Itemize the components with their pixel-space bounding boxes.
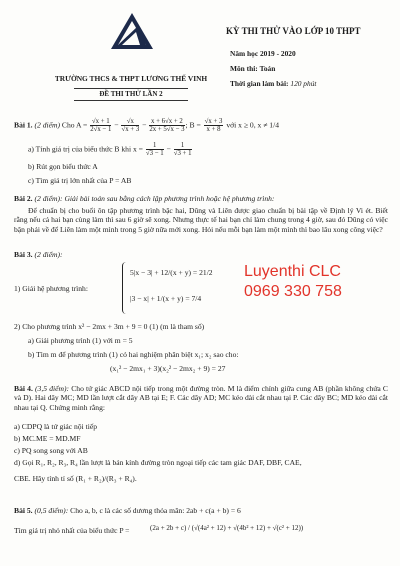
q1-condition: với x ≥ 0, x ≠ 1/4: [226, 120, 279, 130]
question-5: [14, 506, 386, 515]
q1-frac-b: $\frac{√x + 3}{x + 8}$: [204, 118, 223, 134]
q5-expression: (2a + 2b + c) / (√(4a² + 12) + √(4b² + 12) + √(c² + 12)): [150, 524, 304, 532]
watermark-line-2: 0969 330 758: [244, 283, 342, 300]
system-eq-2: |3 − x| + 1/(x + y) = 7/4: [130, 294, 202, 303]
time-value: 120 phút: [290, 79, 317, 88]
q4-text: Cho tứ giác ABCD nội tiếp trong một đường tròn. M là điểm chính giữa cung AB (phần không chứa C và D). Hai dây MC; MD lần lượt cắt dây AB tại E; F. Các dây AD; MC kéo dài cắt nhau tại P. Các dây BC; MD kéo dài cắt nhau tại Q. Chứng minh rằng:: [14, 384, 388, 412]
q1-lead: Cho A =: [61, 120, 88, 130]
question-1: Bài 1. (2 điểm) Cho A = $\frac{√x + 1}{2√x - 1}$ − $\frac{√x}{√x + 3}$ − $\frac{x + 6√x + 2}{2x + 5√x - 3}$ ; B = $\frac{√x + 3}{x + 8}$ với x ≥ 0, x ≠ 1/4: [14, 118, 279, 134]
time-line: [230, 79, 316, 88]
subject-label: Môn thi:: [230, 64, 258, 73]
q4-points: (3,5 điểm):: [35, 384, 70, 393]
q4-part-d-cont: CBE. Hãy tính tỉ số (R₁ + R₂)/(R₃ + R₄).: [14, 474, 137, 483]
exam-header: [14, 8, 386, 104]
subject-line: [230, 64, 275, 73]
system-eq-1: 5|x − 3| + 12/(x + y) = 21/2: [130, 268, 213, 277]
q3-part-2b-equation: (x₁² − 2mx₁ + 3)(x₂² − 2mx₂ + 9) = 27: [110, 364, 226, 373]
q3-part-2a: a) Giải phương trình (1) với m = 5: [28, 336, 133, 345]
q4-part-d: d) Gọi R₁, R₂, R₃, R₄ lần lượt là bán kính đường tròn ngoại tiếp các tam giác DAF, DBF, CAE,: [14, 458, 302, 467]
q1-points: (2 điểm): [34, 120, 60, 130]
trial-label: ĐỀ THI THỬ LẦN 2: [74, 88, 188, 101]
q1-label: Bài 1.: [14, 120, 33, 130]
time-label: Thời gian làm bài:: [230, 79, 289, 88]
q3-part-2: 2) Cho phương trình x² − 2mx + 3m + 9 = 0 (1) (m là tham số): [14, 322, 205, 331]
q2-points: (2 điểm):: [34, 194, 63, 203]
school-name: TRƯỜNG THCS & THPT LƯƠNG THẾ VINH: [54, 74, 208, 83]
q3-points: (2 điểm):: [34, 250, 63, 259]
question-2: [14, 194, 386, 203]
q5-points: (0,5 điểm):: [34, 506, 69, 515]
q5-text: Cho a, b, c là các số dương thỏa mãn: 2ab + c(a + b) = 6: [70, 506, 241, 515]
question-4: [14, 384, 388, 412]
q2-text: Để chuẩn bị cho buổi ôn tập phương trình bậc hai, Dũng và Liên được giao chuẩn bị bài tập về Định lý Vi ét. Biết rằng nếu cả hai bạn cùng làm thì sau 6 giờ sẽ xong. Nhưng thực tế hai bạn chỉ làm chung trong 4 giờ, sau đó Dũng có việc bận phải về để Liên làm một mình trong 5 giờ nữa mới xong. Hỏi nếu mỗi bạn làm một mình thì bao lâu xong công việc?: [14, 206, 388, 234]
question-3: [14, 250, 386, 259]
q3-part-1: 1) Giải hệ phương trình:: [14, 284, 88, 293]
q4-part-a: a) CDPQ là tứ giác nội tiếp: [14, 422, 97, 431]
q4-label: Bài 4.: [14, 384, 33, 393]
school-logo-icon: [110, 12, 154, 50]
subject-value: Toán: [259, 64, 276, 73]
q4-part-c: c) PQ song song với AB: [14, 446, 88, 455]
exam-title: KỲ THI THỬ VÀO LỚP 10 THPT: [226, 26, 361, 36]
q1-frac-1: $\frac{√x + 1}{2√x - 1}$: [90, 118, 112, 134]
q1-frac-2: $\frac{√x}{√x + 3}$: [121, 118, 140, 134]
school-year: Năm học 2019 - 2020: [230, 49, 296, 58]
q2-label: Bài 2.: [14, 194, 33, 203]
q5-label: Bài 5.: [14, 506, 33, 515]
q1-frac-3: $\frac{x + 6√x + 2}{2x + 5√x - 3}$: [149, 118, 185, 134]
q5-ask: Tìm giá trị nhỏ nhất của biểu thức P =: [14, 526, 130, 535]
system-brace: [122, 262, 129, 314]
q4-part-b: b) MC.ME = MD.MF: [14, 434, 81, 443]
q3-label: Bài 3.: [14, 250, 33, 259]
q1-part-c: c) Tìm giá trị lớn nhất của P = AB: [28, 176, 132, 185]
q1-part-b: b) Rút gọn biểu thức A: [28, 162, 98, 171]
q2-title: Giải bài toán sau bằng cách lập phương trình hoặc hệ phương trình:: [64, 194, 275, 203]
q1-part-a: a) Tính giá trị của biểu thức B khi x = $\frac{1}{√3 - 1}$ − $\frac{1}{√3 + 1}$: [28, 142, 192, 158]
watermark-line-1: Luyenthi CLC: [244, 263, 341, 280]
q3-part-2b: b) Tìm m để phương trình (1) có hai nghiệm phân biệt x₁; x₂ sao cho:: [28, 350, 239, 359]
